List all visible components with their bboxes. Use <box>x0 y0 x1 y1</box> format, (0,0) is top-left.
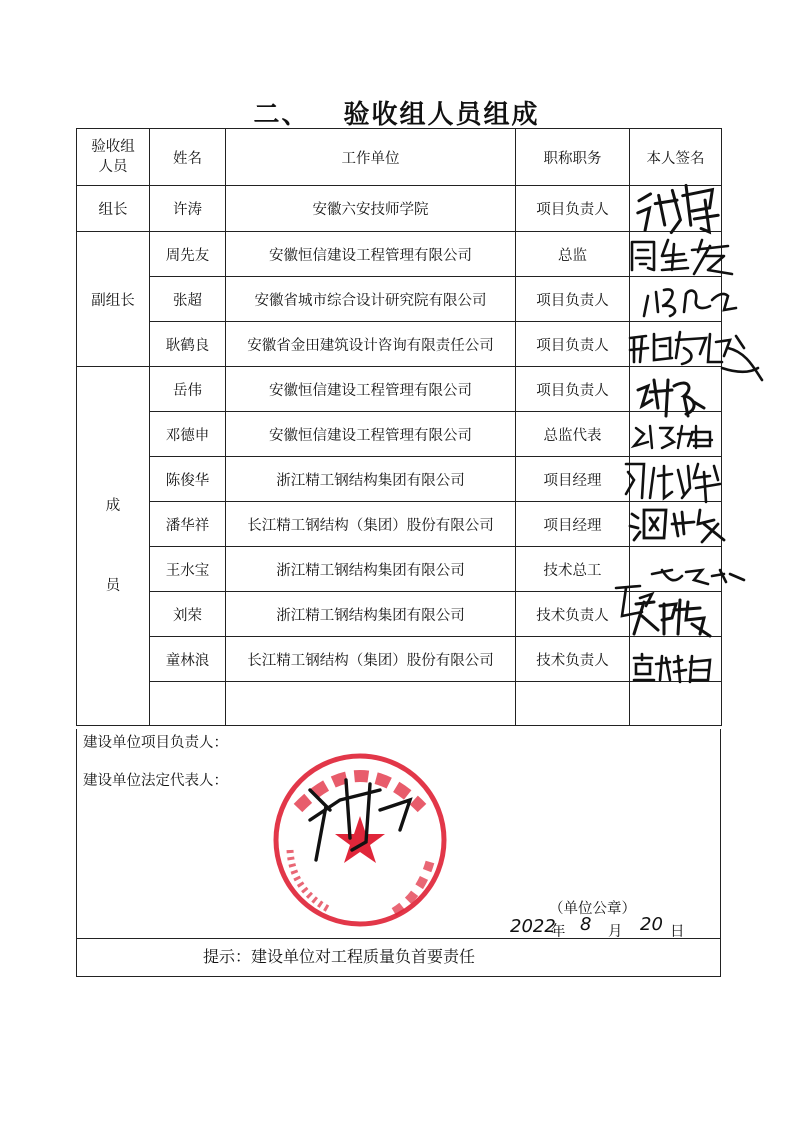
member-position: 总监代表 <box>516 412 630 457</box>
header-signature: 本人签名 <box>630 129 722 186</box>
empty-cell <box>226 682 516 726</box>
table-row <box>77 367 722 412</box>
empty-cell <box>150 682 226 726</box>
date-day: 20 <box>640 914 663 935</box>
member-name: 王水宝 <box>150 547 226 592</box>
official-seal <box>270 750 450 930</box>
member-position: 项目负责人 <box>516 186 630 232</box>
member-unit: 安徽恒信建设工程管理有限公司 <box>226 412 516 457</box>
date-month-label: 月 <box>608 924 623 940</box>
role-leader: 组长 <box>77 186 150 232</box>
seal-note: （单位公章） <box>549 901 636 917</box>
header-role: 验收组人员 <box>77 129 150 186</box>
date-year: 2022 <box>510 916 556 937</box>
table-row <box>77 232 722 277</box>
member-position: 项目负责人 <box>516 277 630 322</box>
table-row <box>77 322 722 367</box>
date-month: 8 <box>580 914 592 935</box>
member-name: 邓德申 <box>150 412 226 457</box>
table-row <box>77 637 722 682</box>
member-name: 许涛 <box>150 186 226 232</box>
signature-stroke <box>640 282 740 322</box>
member-unit: 浙江精工钢结构集团有限公司 <box>226 547 516 592</box>
signature-stroke <box>628 236 738 276</box>
member-unit: 安徽恒信建设工程管理有限公司 <box>226 232 516 277</box>
member-unit: 浙江精工钢结构集团有限公司 <box>226 592 516 637</box>
table-row <box>77 186 722 232</box>
signature-deputy-2 <box>640 282 740 326</box>
legal-representative-label: 建设单位法定代表人： <box>83 773 228 789</box>
signature-stroke <box>632 177 726 241</box>
signature-member-2 <box>630 420 720 458</box>
table-row <box>77 277 722 322</box>
member-unit: 安徽恒信建设工程管理有限公司 <box>226 367 516 412</box>
table-row-empty <box>77 682 722 726</box>
member-unit: 安徽省金田建筑设计咨询有限责任公司 <box>226 322 516 367</box>
project-leader-label: 建设单位项目负责人： <box>83 735 228 751</box>
role-member-char-1: 成 <box>105 498 121 514</box>
empty-cell <box>516 682 630 726</box>
role-deputy: 副组长 <box>77 232 150 367</box>
page-title <box>0 94 793 131</box>
header-unit: 工作单位 <box>226 129 516 186</box>
date-day-label: 日 <box>670 924 685 940</box>
signature-deputy-1 <box>628 236 738 280</box>
member-position: 总监 <box>516 232 630 277</box>
member-unit: 安徽六安技师学院 <box>226 186 516 232</box>
signature-member-7 <box>630 650 720 690</box>
signature-stroke <box>630 650 720 686</box>
signature-stroke <box>628 504 728 546</box>
signature-stroke <box>630 420 720 454</box>
member-unit: 长江精工钢结构（集团）股份有限公司 <box>226 637 516 682</box>
signature-member-3 <box>620 458 730 510</box>
member-name: 潘华祥 <box>150 502 226 547</box>
role-member <box>77 367 150 726</box>
member-unit: 长江精工钢结构（集团）股份有限公司 <box>226 502 516 547</box>
title-text: 验收组人员组成 <box>343 100 540 130</box>
member-name: 张超 <box>150 277 226 322</box>
signature-stroke <box>632 372 712 424</box>
member-name: 童林浪 <box>150 637 226 682</box>
table-row <box>77 412 722 457</box>
member-position: 项目经理 <box>516 457 630 502</box>
member-position: 技术负责人 <box>516 637 630 682</box>
member-unit: 安徽省城市综合设计研究院有限公司 <box>226 277 516 322</box>
member-unit: 浙江精工钢结构集团有限公司 <box>226 457 516 502</box>
member-name: 陈俊华 <box>150 457 226 502</box>
tip-box <box>76 938 721 977</box>
member-position: 技术总工 <box>516 547 630 592</box>
member-position: 项目负责人 <box>516 322 630 367</box>
signature-stroke <box>630 594 720 640</box>
member-name: 岳伟 <box>150 367 226 412</box>
signature-member-6 <box>630 594 720 644</box>
header-position: 职称职务 <box>516 129 630 186</box>
member-name: 耿鹤良 <box>150 322 226 367</box>
tip-text: 提示：建设单位对工程质量负首要责任 <box>203 947 476 966</box>
member-name: 周先友 <box>150 232 226 277</box>
signature-stroke <box>620 458 730 506</box>
member-position: 技术负责人 <box>516 592 630 637</box>
role-member-char-2: 员 <box>105 578 121 594</box>
member-position: 项目负责人 <box>516 367 630 412</box>
member-position: 项目经理 <box>516 502 630 547</box>
table-header-row <box>77 129 722 186</box>
member-name: 刘荣 <box>150 592 226 637</box>
header-name: 姓名 <box>150 129 226 186</box>
signature-member-4 <box>628 504 728 550</box>
acceptance-group-table <box>76 128 722 726</box>
date-year-label: 年 <box>551 924 566 940</box>
title-number: 二、 <box>253 100 310 130</box>
